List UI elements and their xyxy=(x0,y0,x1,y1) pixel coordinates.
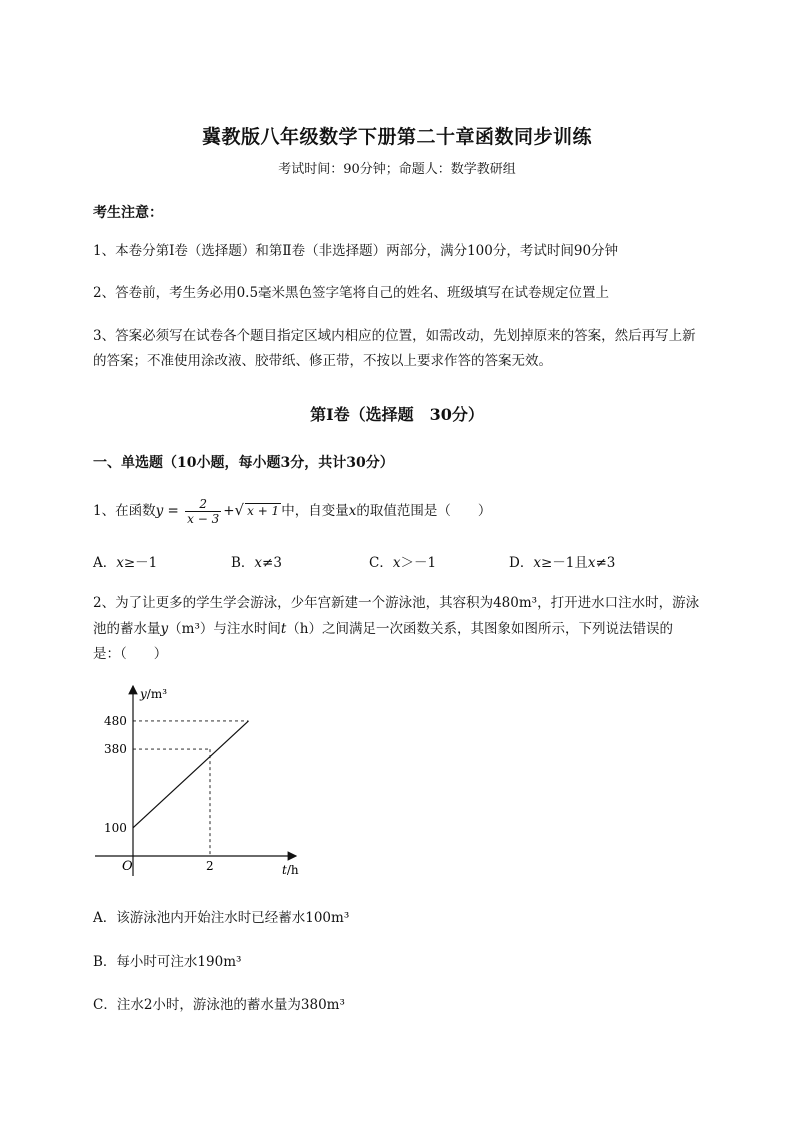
y-axis-var: y xyxy=(140,687,147,701)
q1-prefix: 1、在函数 xyxy=(93,503,156,519)
q2-var-t: t xyxy=(280,621,287,637)
q1-fraction xyxy=(185,497,221,526)
q2-line-2 xyxy=(93,618,673,640)
x-axis-label xyxy=(282,863,299,877)
x-axis-var: t xyxy=(282,863,287,877)
x-tick-label: 2 xyxy=(206,859,214,873)
q2-text-a: 池的蓄水量 xyxy=(93,621,161,637)
q2-option-a[interactable]: A．该游泳池内开始注水时已经蓄水100m³ xyxy=(93,910,350,926)
q1-var: x xyxy=(348,503,357,519)
option-var2: x xyxy=(587,555,596,571)
q1-plus: + xyxy=(223,503,235,519)
option-text: ＞－1 xyxy=(400,555,437,571)
option-var: x xyxy=(392,555,401,571)
origin-label: O xyxy=(122,859,133,874)
notice-item-1: 1、本卷分第Ⅰ卷（选择题）和第Ⅱ卷（非选择题）两部分，满分100分，考试时间90分钟 xyxy=(93,243,619,259)
notice-item-3: 3、答案必须写在试卷各个题目指定区域内相应的位置，如需改动，先划掉原来的答案，然后再写上新 xyxy=(93,328,696,344)
q1-y: y xyxy=(155,503,164,519)
q1-frac-num: 2 xyxy=(185,497,221,512)
q2-option-b[interactable]: B．每小时可注水190m³ xyxy=(93,954,242,970)
option-text: ≠3 xyxy=(262,555,282,571)
section-title-part1: 第Ⅰ卷（选择题 xyxy=(310,405,414,424)
q1-eq: = xyxy=(163,503,184,519)
option-text: ≥－1 xyxy=(123,555,158,571)
q1-option-c[interactable] xyxy=(369,551,436,571)
y-tick-label: 380 xyxy=(104,742,127,757)
section-title xyxy=(0,402,794,425)
page-title: 冀教版八年级数学下册第二十章函数同步训练 xyxy=(201,126,592,148)
q1-suffix-b: 的取值范围是（ ） xyxy=(356,503,492,519)
q2-line-3: 是：（ ） xyxy=(93,646,168,662)
option-label: B． xyxy=(231,555,255,571)
q2-text-c: （h）之间满足一次函数关系，其图象如图所示，下列说法错误的 xyxy=(286,621,673,637)
function-graph xyxy=(90,680,310,880)
option-var: x xyxy=(533,555,541,571)
q1-suffix-a: 中，自变量 xyxy=(281,503,349,519)
q2-var-y: y xyxy=(160,621,169,637)
q1-option-a[interactable] xyxy=(93,551,157,571)
option-var: x xyxy=(254,555,263,571)
notice-item-3-cont: 的答案；不准使用涂改液、胶带纸、修正带，不按以上要求作答的答案无效。 xyxy=(93,353,552,369)
q1-option-d[interactable] xyxy=(509,551,615,571)
option-label: A． xyxy=(93,555,117,571)
option-label: C． xyxy=(369,555,393,571)
sqrt-icon: √ xyxy=(234,501,245,519)
y-tick-label: 100 xyxy=(104,820,127,835)
option-text: ≥－1且 xyxy=(540,555,588,571)
question-1 xyxy=(93,494,491,527)
series-line xyxy=(133,721,249,828)
section-heading: 一、单选题（10小题，每小题3分，共计30分） xyxy=(93,455,394,471)
notice-heading: 考生注意： xyxy=(93,205,163,221)
q1-sqrt-content: x + 1 xyxy=(247,504,280,518)
q2-text-b: （m³）与注水时间 xyxy=(168,621,281,637)
section-title-part2: 30分） xyxy=(429,405,484,424)
q2-line-1: 2、为了让更多的学生学会游泳，少年宫新建一个游泳池，其容积为480m³，打开进水口注水时，游泳 xyxy=(93,595,700,611)
q2-option-c[interactable]: C．注水2小时，游泳池的蓄水量为380m³ xyxy=(93,997,345,1013)
option-var: x xyxy=(116,555,124,571)
option-label: D． xyxy=(509,555,534,571)
y-axis-label xyxy=(139,687,167,701)
y-tick-label: 480 xyxy=(104,713,127,728)
option-text2: ≠3 xyxy=(595,555,616,571)
x-axis-unit: /h xyxy=(286,863,299,877)
y-axis-unit: /m³ xyxy=(146,687,168,701)
exam-info: 考试时间：90分钟；命题人：数学教研组 xyxy=(278,162,516,177)
q1-option-b[interactable] xyxy=(231,551,282,571)
notice-item-2: 2、答卷前，考生务必用0.5毫米黑色签字笔将自己的姓名、班级填写在试卷规定位置上 xyxy=(93,285,610,301)
q1-frac-den: x − 3 xyxy=(187,512,220,526)
